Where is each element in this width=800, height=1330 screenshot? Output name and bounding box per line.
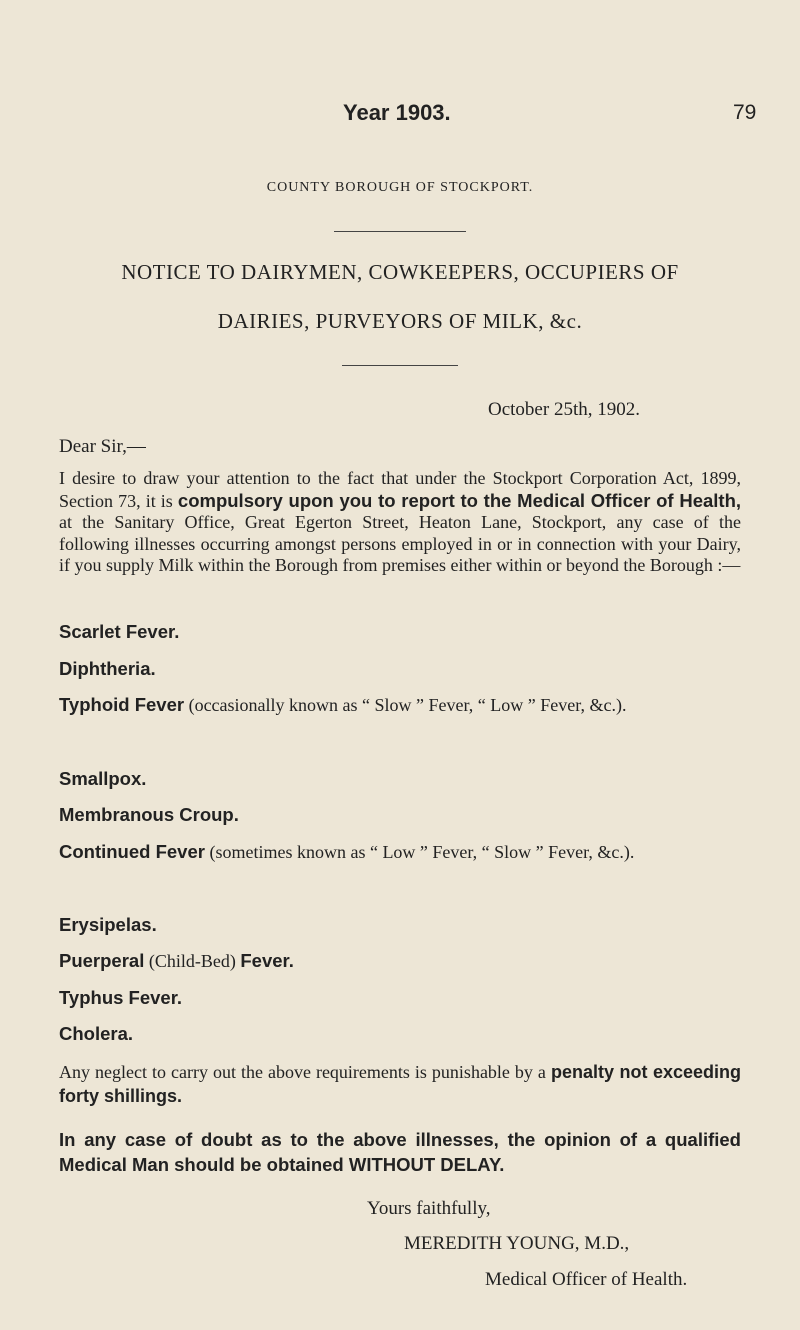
illness-erysipelas: Erysipelas. <box>59 914 157 935</box>
penalty-paragraph: Any neglect to carry out the above requirements is punishable by a penalty not exceeding forty shillings. <box>59 1062 742 1106</box>
illness-scarlet-fever: Scarlet Fever. <box>59 621 180 642</box>
illness-smallpox: Smallpox. <box>59 768 147 789</box>
notice-heading-line2: DAIRIES, PURVEYORS OF MILK, &c. <box>217 309 583 333</box>
illness-typhoid-fever: Typhoid Fever (occasionally known as “ Slow ” Fever, “ Low ” Fever, &c.). <box>59 694 627 715</box>
county-heading: COUNTY BOROUGH OF STOCKPORT. <box>266 180 534 195</box>
illness-membranous-croup: Membranous Croup. <box>59 804 239 825</box>
body-paragraph <box>59 468 741 577</box>
body-intro: I desire to draw your attention to the fact that under the Stockport Corporation Act, 1899, Section 73, it is <box>59 468 741 511</box>
illness-diphtheria: Diphtheria. <box>59 658 156 679</box>
illness-cholera: Cholera. <box>59 1023 134 1044</box>
illness-typhus-fever: Typhus Fever. <box>59 987 183 1008</box>
illness-continued-fever: Continued Fever (sometimes known as “ Low ” Fever, “ Slow ” Fever, &c.). <box>59 841 635 862</box>
running-header-title: Year 1903. <box>343 100 451 125</box>
salutation: Dear Sir,— <box>59 436 146 457</box>
illness-puerperal-fever: Puerperal (Child-Bed) Fever. <box>59 950 294 971</box>
page-number: 79 <box>733 101 757 124</box>
notice-heading-line1: NOTICE TO DAIRYMEN, COWKEEPERS, OCCUPIERS OF <box>121 260 679 284</box>
divider-top <box>334 231 466 232</box>
signature-closing: Yours faithfully, <box>367 1198 491 1219</box>
letter-date: October 25th, 1902. <box>488 399 640 420</box>
body-emphasis: compulsory upon you to report to the Medical Officer of Health, <box>177 489 742 511</box>
doubt-paragraph: In any case of doubt as to the above illnesses, the opinion of a qualified Medical Man should be obtained WITHOUT DELAY. <box>59 1129 741 1175</box>
signature-title: Medical Officer of Health. <box>485 1269 688 1290</box>
signature-name: MEREDITH YOUNG, M.D., <box>404 1233 630 1254</box>
divider-bottom <box>342 365 458 366</box>
body-rest: at the Sanitary Office, Great Egerton Street, Heaton Lane, Stockport, any case of the following illnesses occurring amongst persons employed in or in connection with your Dairy, if you supply Milk within the Borough from premises either within or beyond the Borough :— <box>59 512 741 575</box>
